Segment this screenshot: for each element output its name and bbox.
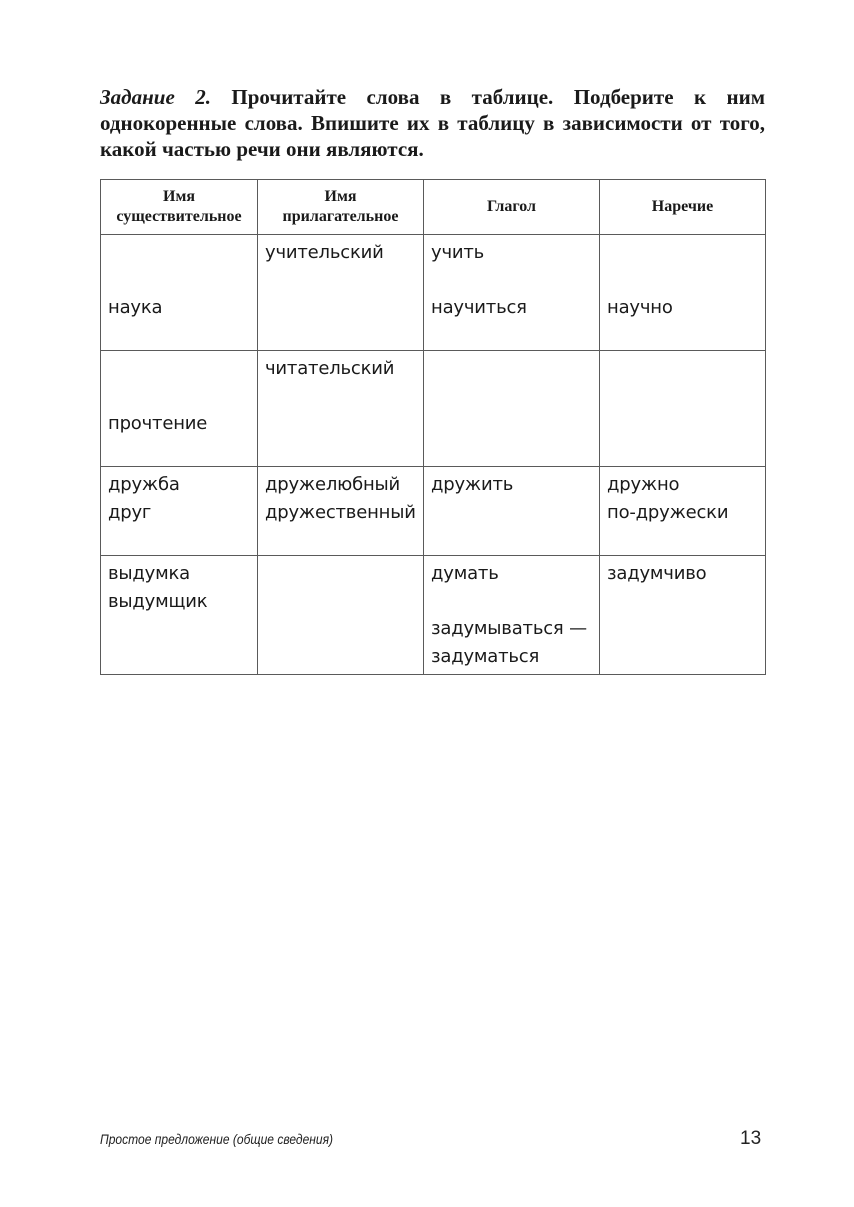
cell-line: учительский — [265, 242, 384, 263]
cell-line: по-дружески — [607, 501, 729, 523]
footer-section-title: Простое предложение (общие сведения) — [100, 1131, 334, 1147]
header-noun — [101, 180, 258, 235]
table-cell — [101, 467, 258, 556]
cell-line: научиться — [431, 297, 527, 318]
table-row — [101, 467, 766, 556]
table-cell — [101, 351, 258, 467]
cell-line: научно — [607, 297, 673, 318]
table-cell — [600, 467, 766, 556]
table-cell — [101, 235, 258, 351]
cell-line: дружелюбный — [265, 474, 401, 495]
cell-line: читательский — [265, 358, 395, 379]
task-label: Задание 2. — [100, 85, 211, 109]
cell-line — [108, 239, 249, 267]
cell-line — [265, 410, 415, 438]
cell-line — [431, 267, 591, 295]
cell-line: прочтение — [108, 413, 208, 434]
cell-line — [431, 355, 591, 383]
header-verb-line-1: Глагол — [487, 198, 536, 215]
table-cell — [424, 351, 600, 467]
cell-line: друг — [108, 501, 152, 523]
cell-line: задуматься — [431, 645, 540, 667]
table-cell — [424, 556, 600, 675]
task-text — [100, 84, 765, 162]
cell-line — [265, 267, 415, 295]
cell-line — [607, 267, 757, 295]
cell-line: дружественный — [265, 501, 416, 523]
table-cell — [600, 235, 766, 351]
table-cell — [424, 467, 600, 556]
table-cell — [600, 351, 766, 467]
cell-line: дружить — [431, 474, 514, 495]
header-adjective-line-2: прилагательное — [282, 208, 399, 225]
table-header-row — [101, 180, 766, 235]
table-cell — [600, 556, 766, 675]
parts-of-speech-table — [100, 179, 766, 675]
cell-line: задумчиво — [607, 563, 707, 584]
table-cell — [258, 467, 424, 556]
header-adjective — [258, 180, 424, 235]
cell-line — [607, 355, 757, 383]
table-cell — [258, 235, 424, 351]
cell-line — [265, 560, 415, 588]
cell-line — [108, 383, 249, 411]
cell-line — [265, 294, 415, 322]
cell-line — [265, 383, 415, 411]
header-verb — [424, 180, 600, 235]
page-number: 13 — [740, 1128, 762, 1149]
cell-line — [431, 588, 591, 616]
table-cell — [258, 351, 424, 467]
cell-line: выдумщик — [108, 590, 208, 612]
task-instruction: Прочитайте слова в таблице. Подберите к ним однокоренные слова. Впишите их в таблицу в зависимости от того, какой частью речи они являются. — [100, 85, 765, 161]
table-cell — [424, 235, 600, 351]
table-cell — [258, 556, 424, 675]
cell-line: учить — [431, 242, 485, 263]
header-noun-line-1: Имя — [163, 188, 195, 205]
cell-line: дружно — [607, 474, 680, 495]
header-adverb — [600, 180, 766, 235]
cell-line: выдумка — [108, 563, 190, 584]
header-adverb-line-1: Наречие — [651, 198, 714, 215]
table-row — [101, 556, 766, 675]
cell-line: наука — [108, 297, 163, 318]
header-adjective-line-1: Имя — [324, 188, 357, 205]
cell-line: задумываться — — [431, 618, 587, 639]
header-noun-line-2: существительное — [116, 208, 242, 225]
cell-line — [108, 267, 249, 295]
cell-line — [108, 355, 249, 383]
table-row — [101, 351, 766, 467]
cell-line: дружба — [108, 474, 180, 495]
table-row — [101, 235, 766, 351]
cell-line: думать — [431, 563, 499, 584]
cell-line — [607, 239, 757, 267]
table-cell — [101, 556, 258, 675]
